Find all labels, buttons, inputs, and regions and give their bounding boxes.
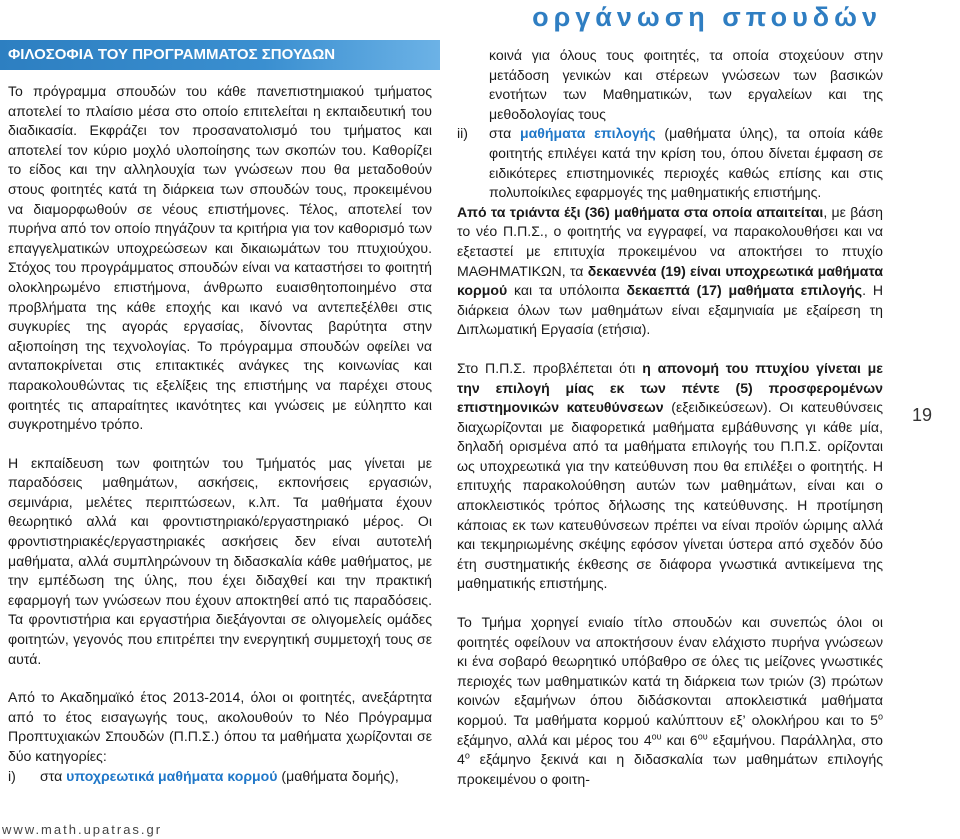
right-column: [457, 46, 883, 789]
list-item-compulsory-continued: κοινά για όλους τους φοιτητές, τα οποία στοχεύουν στην μετάδοση γενικών και στέρεων γνώσεων των βασικών ενοτήτων των Μαθηματικών, των εργαλείων και της μεθοδολογίας τους: [489, 47, 883, 122]
page-number: 19: [912, 405, 933, 425]
list-marker: i): [8, 767, 16, 784]
paragraph-course-counts: Από τα τριάντα έξι (36) μαθήματα στα οποία απαιτείται, με βάση το νέο Π.Π.Σ., ο φοιτητής να εγγραφεί, να παρακολουθήσει και να εξεταστεί με επιτυχία προκειμένου να αποκτήσει το πτυχίο ΜΑΘΗΜΑΤΙΚΩΝ, τα δεκαεννέα (19) είναι υποχρεωτικά μαθήματα κορμού και τα υπόλοιπα δεκαεπτά (17) μαθήματα επιλογής. Η διάρκεια όλων των μαθημάτων είναι εξαμηνιαία με εξαίρεση τη Διπλωματική Εργασία (ετήσια).: [457, 203, 884, 338]
list-item-elective: ii) στα μαθήματα επιλογής (μαθήματα ύλης), τα οποία κάθε φοιτητής επιλέγει κατά την κρίση του, όπου δίνεται έμφαση σε ειδικότερες επιστημονικές περιοχές καθώς επίσης και στις πολυποίκιλες εφαρμογές της μαθηματικής επιστήμης.: [457, 124, 883, 202]
highlight-compulsory-courses: υποχρεωτικά μαθήματα κορμού: [66, 767, 278, 784]
paragraph-new-program: Από το Ακαδημαϊκό έτος 2013-2014, όλοι οι φοιτητές, ανεξάρτητα από το έτος εισαγωγής τους, ακολουθούν το Νέο Πρόγραμμα Προπτυχιακών Σπουδών (Π.Π.Σ.) όπου τα μαθήματα χωρίζονται σε δύο κατηγορίες:: [8, 689, 432, 764]
paragraph-teaching: Η εκπαίδευση των φοιτητών του Τμήματός μας γίνεται με παραδόσεις μαθημάτων, ασκήσεις, εκπονήσεις εργασιών, σεμινάρια, μελέτες περιπτώσεων, κ.λπ. Τα μαθήματα έχουν θεωρητικό αλλά και φροντιστηριακό/εργαστηριακό μέρος. Οι φροντιστηριακές/εργαστηριακές ασκήσεις δεν είναι αυτοτελή μαθήματα, αλλά συμπληρώνουν τη διδασκαλία κάθε μαθήματος, με την εμπέδωση της ύλης, που έχει διδαχθεί και την πρακτική εφαρμογή των γνώσεων που έχουν αποκτηθεί από τις παραδόσεις. Τα φροντιστήρια και εργαστήρια διεξάγονται σε ολιγομελείς ομάδες φοιτητών, γεγονός που επιτρέπει την ενεργητική συμμετοχή τους σε αυτά.: [8, 454, 432, 667]
section-banner: ΦΙΛΟΣΟΦΙΑ ΤΟΥ ΠΡΟΓΡΑΜΜΑΤΟΣ ΣΠΟΥΔΩΝ: [0, 40, 440, 70]
paragraph-degree: Το Τμήμα χορηγεί ενιαίο τίτλο σπουδών και συνεπώς όλοι οι φοιτητές οφείλουν να αποκτήσουν έναν ελάχιστο πυρήνα γνώσεων κι ένα σοβαρό θεωρητικό υπόβαθρο σε όλες τις μείζονες γνωστικές περιοχές των μαθηματικών κατά τη διάρκεια των τριών (3) πρώτων κοινών εξαμήνων όπου διδάσκονται αποκλειστικά μαθήματα κορμού. Τα μαθήματα κορμού καλύπτουν εξ’ ολοκλήρου και το $5^o$ εξάμηνο, αλλά και μέρος του $4^{o\upsilon}$ και $6^{o\upsilon}$ εξαμήνου. Παράλληλα, στο $4^o$ εξάμηνο ξεκινά και η διδασκαλία των μαθημάτων επιλογής προκειμένου ο φοιτη-: [457, 614, 883, 787]
list-item-compulsory: i) στα υποχρεωτικά μαθήματα κορμού (μαθήματα δομής),: [8, 767, 432, 787]
footer-website-url: www.math.upatras.gr: [2, 822, 163, 837]
section-header-title: οργάνωση σπουδών: [532, 2, 882, 32]
highlight-elective-courses: μαθήματα επιλογής: [520, 125, 656, 142]
paragraph-specializations: Στο Π.Π.Σ. προβλέπεται ότι η απονομή του πτυχίου γίνεται με την επιλογή μίας εκ των πέντε (5) προσφερομένων επιστημονικών κατευθύνσεων (εξειδικεύσεων). Οι κατευθύνσεις διαχωρίζονται με διαφορετικά μαθήματα εμβάθυνσης γι κάθε μία, δηλαδή ορισμένα από τα μαθήματα επιλογής του Π.Π.Σ. ορίζονται ως υποχρεωτικά για την κατεύθυνση που θα επιλέξει ο φοιτητής. Η επιτυχής παρακολούθηση αυτών των μαθημάτων, είναι και ο αποκλειστικός τρόπος δήλωσης της κατεύθυνσης. Η προτίμηση κάποιας εκ των κατευθύνσεων πρέπει να είναι προϊόν ώριμης αλλά και τεκμηριωμένης σκέψης εφόσον γίνεται ύστερα από σχεδόν δύο έτη συστηματικής έκθεσης σε διάφορα γνωστικά αντικείμενα της μαθηματικής επιστήμης.: [457, 359, 883, 592]
list-marker: ii): [457, 125, 468, 142]
paragraph-philosophy: Το πρόγραμμα σπουδών του κάθε πανεπιστημιακού τμήματος αποτελεί το πλαίσιο μέσα στο οποίο επιτελείται η εκπαιδευτική του διαδικασία. Εκφράζει τον προσανατολισμό του τμήματος και αποτελεί τον κύριο μοχλό υλοποίησης των σκοπών του. Καθορίζει το είδος και την αλληλουχία των γνώσεων που θα μεταδοθούν στους φοιτητές κατά τη διάρκεια των σπουδών τους, προκειμένου να διαμορφωθούν σε νέους επιστήμονες. Τέλος, αποτελεί τον πυρήνα από τον οποίο πηγάζουν τα κριτήρια για τον καθορισμό των επαγγελματικών υποχρεώσεων και δικαιωμάτων του πτυχιούχου. Στόχος του προγράμματος σπουδών είναι να καταστήσει το φοιτητή ολοκληρωμένο επιστήμονα, άνθρωπο ευαισθητοποιημένο στα προβλήματα της κάθε εποχής και ικανό να αντεπεξέλθει στις συγκυρίες της αγοράς εργασίας, δίνοντας βαρύτητα στην αξιοποίηση της τεχνολογίας. Το πρόγραμμα σπουδών οφείλει να ανταποκρίνεται στις επιτακτικές ανάγκες της κοινωνίας και παρακολουθώντας τις εξελίξεις της επιστήμης να παρέχει στους φοιτητές τις απαραίτητες ικανότητες και γνώσεις με εύληπτο και συγκροτημένο τρόπο.: [8, 83, 432, 433]
left-column: [8, 82, 432, 786]
